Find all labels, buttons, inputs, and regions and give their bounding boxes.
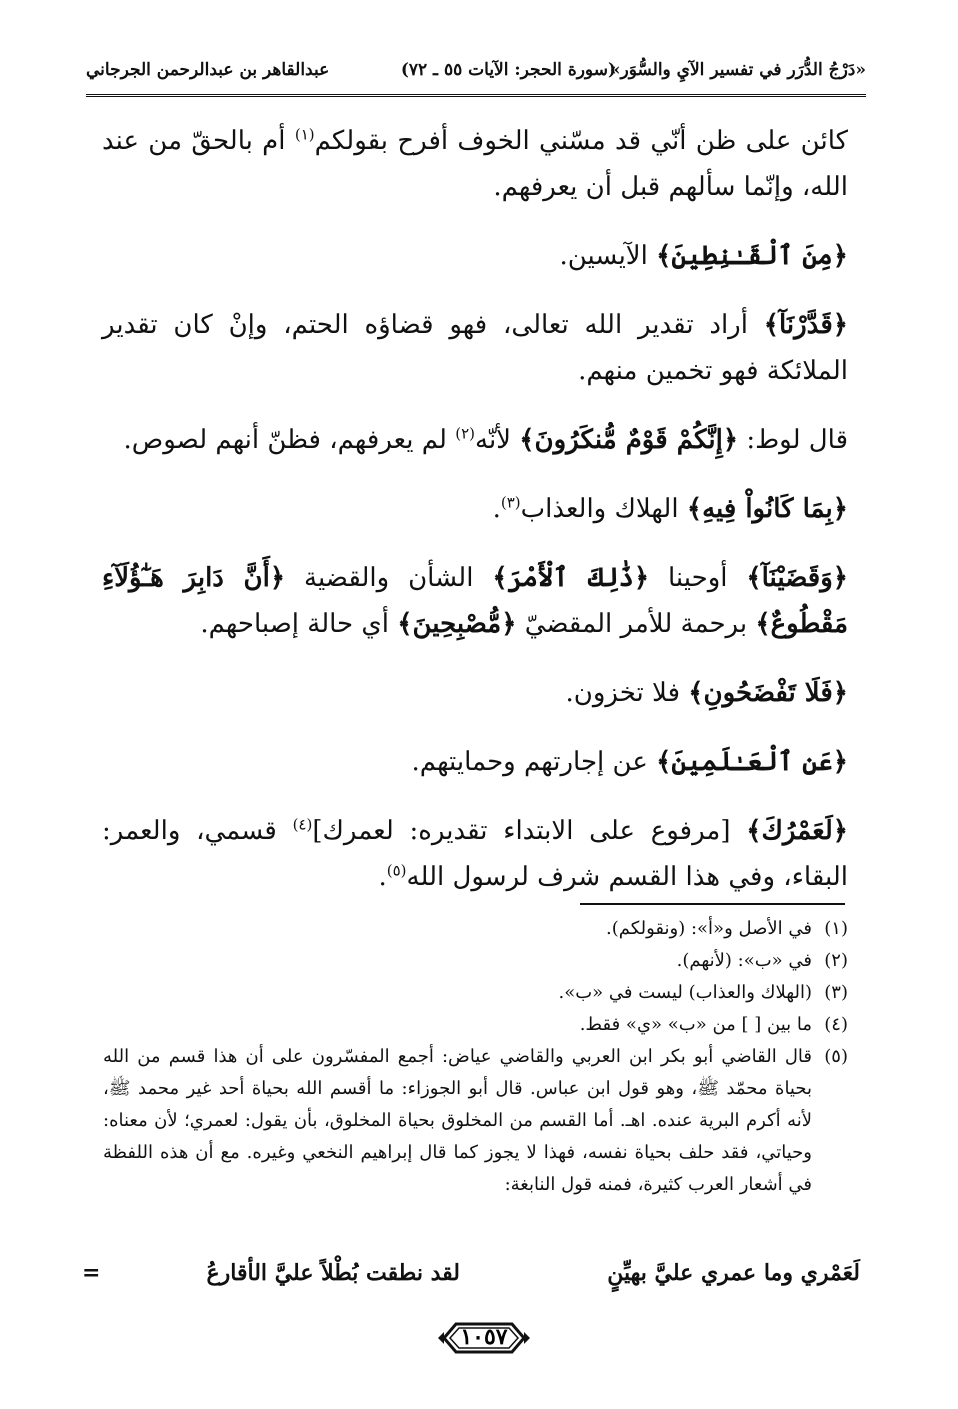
footnote-ref: (٤) xyxy=(292,815,313,834)
footnote xyxy=(103,1009,848,1041)
footnote xyxy=(103,977,848,1009)
paragraph xyxy=(102,808,848,900)
footnote-ref: (٢) xyxy=(455,424,475,443)
verse-hemistich-second: لقد نطقت بُطْلاً عليَّ الأقارعُ xyxy=(206,1260,460,1286)
paragraph xyxy=(102,486,848,532)
paragraph-text: . xyxy=(378,862,387,892)
paragraph-text: أوحينا xyxy=(649,563,747,593)
paragraph-text: فلا تخزون. xyxy=(565,678,689,708)
footnote xyxy=(103,913,848,945)
paragraph-text: أي حالة إصباحهم. xyxy=(200,609,398,639)
paragraph-text: لم يعرفهم، فظنّ أنهم لصوص. xyxy=(123,425,456,455)
page-number xyxy=(438,1318,530,1358)
quran-phrase: ﴿ذَٰلِكَ ٱلْأَمْرَ﴾ xyxy=(492,563,650,593)
footnote xyxy=(103,1041,848,1201)
paragraph-text: الهلاك والعذاب xyxy=(520,494,687,524)
paragraph-text: الشأن والقضية xyxy=(285,563,493,593)
paragraph-text: أم بالحقّ من عند الله، وإنّما سألهم قبل أن يعرفهم. xyxy=(102,126,848,202)
paragraph-text: الآيسين. xyxy=(559,241,657,271)
quran-phrase: ﴿عَنِ ٱلْعَـٰلَمِينَ﴾ xyxy=(656,747,848,777)
paragraph xyxy=(102,739,848,785)
paragraph xyxy=(102,302,848,394)
paragraph-text: عن إجارتهم وحمايتهم. xyxy=(411,747,657,777)
quran-phrase: ﴿مِنَ ٱلْقَـٰنِطِينَ﴾ xyxy=(656,241,848,271)
paragraph-text: كائن على ظن أنّي قد مسّني الخوف أفرح بقولكم xyxy=(314,126,848,156)
paragraph-text: قال لوط: xyxy=(738,425,848,455)
footnote-ref: (١) xyxy=(294,125,315,144)
surah-info: (سورة الحجر: الآيات ٥٥ ـ ٧٢) xyxy=(400,60,616,80)
footnote-number: (٤) xyxy=(824,1014,848,1035)
quran-phrase: ﴿إِنَّكُمْ قَوْمٌ مُّنكَرُونَ﴾ xyxy=(519,425,739,455)
footnote-ref: (٥) xyxy=(386,861,407,880)
verse-hemistich-first: لَعَمْري وما عمري عليَّ بهيِّنٍ xyxy=(607,1260,860,1286)
quran-phrase: ﴿لَعَمْرُكَ﴾ xyxy=(746,816,848,846)
footnote-number: (٣) xyxy=(824,982,848,1003)
footnote-number: (٥) xyxy=(824,1046,848,1067)
footnote-text: في «ب»: (لأنهم). xyxy=(676,950,812,971)
footnote-text: ما بين [ ] من «ب» «ي» فقط. xyxy=(579,1014,812,1035)
header-rule xyxy=(86,94,866,97)
quran-phrase: ﴿مُّصْبِحِينَ﴾ xyxy=(397,609,517,639)
continuation-mark: = xyxy=(82,1260,101,1286)
quran-phrase: ﴿أَنَّ دَابِرَ هَـٰٓؤُلَآءِ مَقْطُوعٌ﴾ xyxy=(102,563,848,639)
poetry-verse xyxy=(82,1260,860,1296)
quran-phrase: ﴿قَدَّرْنَآ﴾ xyxy=(763,310,848,340)
book-title: «دَرْجُ الدُّرَر في تفسير الآيِ والسُّوَر» xyxy=(609,60,866,80)
quran-phrase: ﴿بِمَا كَانُواْ فِيهِ﴾ xyxy=(686,494,848,524)
page-number-text: ١٠٥٧ xyxy=(460,1324,508,1350)
paragraph xyxy=(102,417,848,463)
main-text xyxy=(102,118,848,923)
running-header xyxy=(86,52,866,92)
footnote-ref: (٣) xyxy=(500,493,521,512)
paragraph xyxy=(102,118,848,210)
paragraph xyxy=(102,670,848,716)
paragraph-text: برحمة للأمر المقضيّ xyxy=(516,609,756,639)
paragraph-text: [مرفوع على الابتداء تقديره: لعمرك] xyxy=(312,816,747,846)
paragraph-text: لأنّه xyxy=(475,425,520,455)
footnote-text: (الهلاك والعذاب) ليست في «ب». xyxy=(558,982,812,1003)
paragraph xyxy=(102,233,848,279)
paragraph-text: أراد تقدير الله تعالى، فهو قضاؤه الحتم، وإنْ كان تقدير الملائكة فهو تخمين منهم. xyxy=(102,310,848,386)
footnote-separator xyxy=(580,903,845,905)
footnote-text: قال القاضي أبو بكر ابن العربي والقاضي عياض: أجمع المفسّرون على أن هذا قسم من الله بحياة محمّد ﷺ، وهو قول ابن عباس. قال أبو الجوزاء: ما أقسم الله بحياة أحد غير محمد ﷺ، لأنه أكرم البرية عنده. اهـ. أما القسم من المخلوق بحياة المخلوق، بأن يقول: لعمري؛ لأن معناه: وحياتي، فقد حلف بحياة نفسه، فهذا لا يجوز كما قال إبراهيم النخعي وغيره. مع أن هذه اللفظة في أشعار العرب كثيرة، فمنه قول النابغة: xyxy=(103,1046,812,1195)
footnote xyxy=(103,945,848,977)
paragraph-text: . xyxy=(492,494,501,524)
paragraph-text: قسمي، والعمر: البقاء، وفي هذا القسم شرف لرسول الله xyxy=(102,816,848,892)
footnote-text: في الأصل و«أ»: (ونقولكم). xyxy=(605,918,812,939)
quran-phrase: ﴿فَلَا تَفْضَحُونِ﴾ xyxy=(688,678,848,708)
footnotes xyxy=(103,913,848,1201)
author-name: عبدالقاهر بن عبدالرحمن الجرجاني xyxy=(86,60,330,80)
quran-phrase: ﴿وَقَضَيْنَآ﴾ xyxy=(746,563,848,593)
footnote-number: (١) xyxy=(824,918,848,939)
paragraph xyxy=(102,555,848,647)
footnote-number: (٢) xyxy=(824,950,848,971)
